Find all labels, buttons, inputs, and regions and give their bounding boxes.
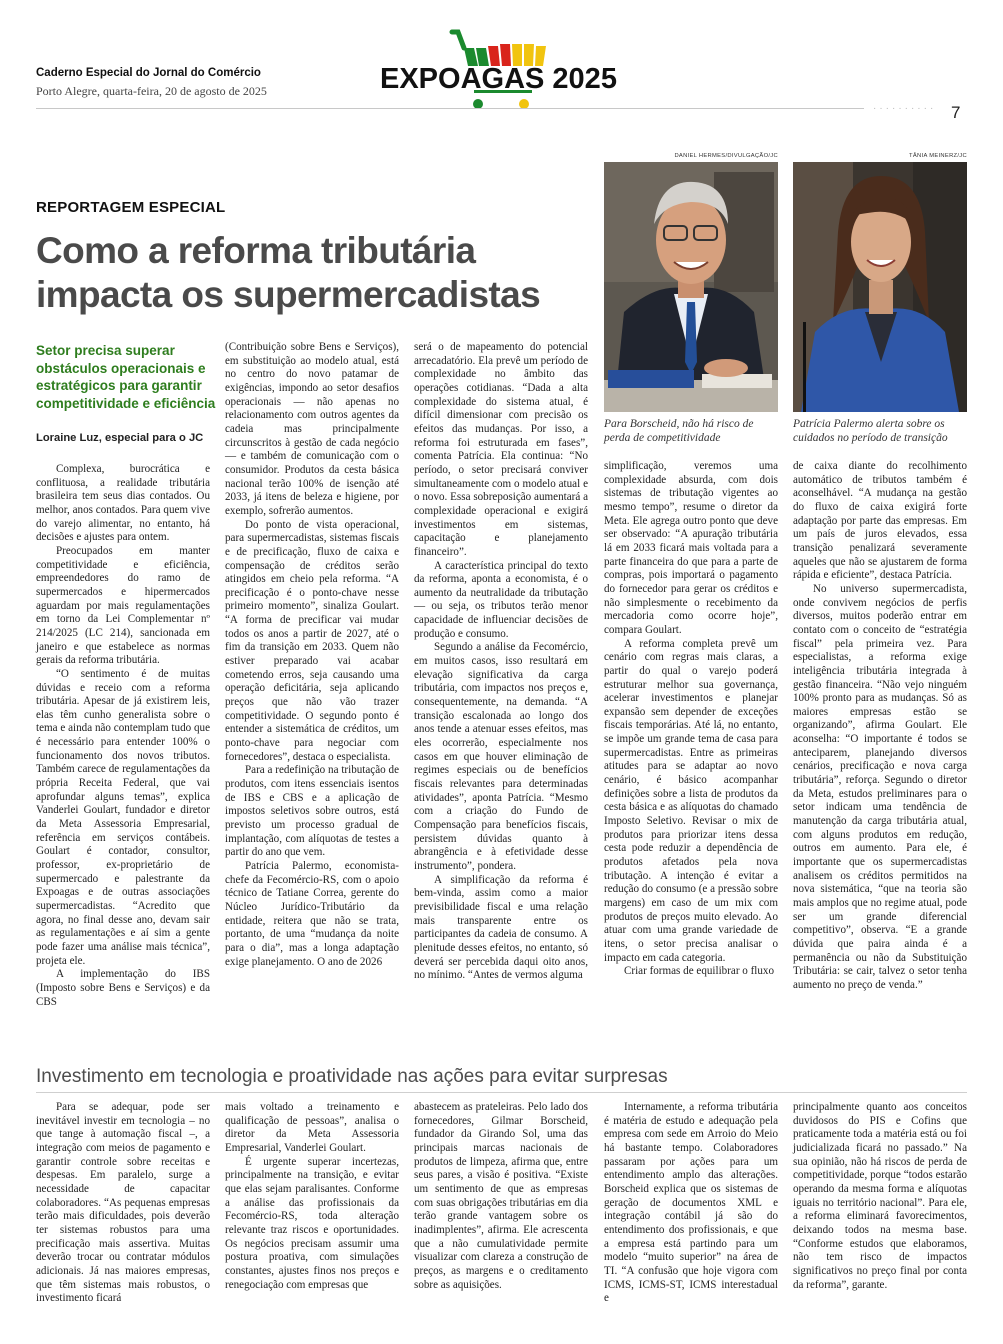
paragraph: será o de mapeamento do potencial arrecadatório. Ela prevê um período de complexidade no âmbito das operações cotidianas. “Dada a alta complexidade do sistema atual, é difícil dimensionar com precisão os efeitos das mudanças. Por isso, a reforma foi estruturada em fases”, comenta Patrícia. Ela continua: “No período, o setor precisará conviver simultaneamente com o modelo atual e o novo. Essa sobreposição aumentará a complexidade operacional e exigirá investimentos em sistemas, capacitação e planejamento financeiro”. bbox=[414, 341, 588, 558]
section-kicker: REPORTAGEM ESPECIAL bbox=[36, 199, 226, 216]
article-column-5 bbox=[793, 460, 967, 993]
paragraph: (Contribuição sobre Bens e Serviços), em substituição ao modelo atual, está no centro do novo patamar de exigências, impondo ao setor desafios operacionais — não apenas no relacionamento com outros agentes da cadeia mas principalmente circunscritos à gestão de cada negócio — e também de comunicação com o consumidor. Produtos da cesta básica nacional terão 100% de isenção até 2033, já itens de beleza e higiene, por exemplo, sofrerão aumentos. bbox=[225, 341, 399, 517]
paragraph: É urgente superar incertezas, principalmente na transição, e evitar que elas sejam paralisantes. Conforme a análise das profissionais da Fecomércio-RS, toda alteração relevante traz riscos e oportunidades. Os negócios precisam assumir uma postura proativa, com simulações constantes, ajustes finos nos preços e renegociação com empresas que bbox=[225, 1155, 399, 1291]
bottom-column-5 bbox=[793, 1101, 967, 1292]
bottom-column-3 bbox=[414, 1101, 588, 1292]
paragraph: A característica principal do texto da reforma, aponta a economista, é o aumento da neutralidade da tributação — ou seja, os tributos terão menor capacidade de influenciar decisões de produção e consumo. bbox=[414, 559, 588, 640]
subheading-rule bbox=[36, 1092, 967, 1093]
page-number: 7 bbox=[951, 103, 961, 122]
paragraph: abastecem as prateleiras. Pelo lado dos fornecedores, Gilmar Borscheid, fundador da Girando Sol, uma das principais marcas nacionais de produtos de limpeza, afirma que, entre seus pares, a visão é positiva. “Existe um sentimento de que as empresas com suas obrigações tributárias em dia terão grande vantagem sobre os inadimplentes”, afirma. Ele acrescenta que a não cumulatividade permite visualizar com clareza a construção de preços, as margens e o creditamento sobre as aquisições. bbox=[414, 1101, 588, 1291]
paragraph: Preocupados em manter competitividade e eficiência, empreendedores do ramo de supermercados e hipermercados aguardam por mais regulamentações em torno da Lei Complementar nº 214/2025 (LC 214), sancionada em janeiro e que estabelece as normas gerais da reforma tributária. bbox=[36, 544, 210, 667]
article-column-3 bbox=[414, 341, 588, 983]
paragraph: principalmente quanto aos conceitos duvidosos do PIS e Cofins que praticamente toda a matéria está ou foi judicializada ficará no passado.” Na sua opinião, não há riscos de perda de competitividade, porque “todos estarão operando da mesma forma e alíquotas iguais no território nacional”. Para ele, a reforma eliminará favorecimentos, deixando todos na mesma base. “Conforme estudos que elaboramos, não tem risco de impactos significativos no preço final por conta da reforma”, garante. bbox=[793, 1101, 967, 1291]
bottom-column-2 bbox=[225, 1101, 399, 1292]
article-standfirst: Setor precisa superar obstáculos operacionais e estratégicos para garantir competitividade e eficiência bbox=[36, 343, 216, 411]
article-column-2 bbox=[225, 341, 399, 969]
shopping-cart-icon bbox=[378, 28, 624, 114]
photo-credit: TÂNIA MEINERZ/JC bbox=[909, 153, 967, 159]
edition-date: Porto Alegre, quarta-feira, 20 de agosto de 2025 bbox=[36, 84, 267, 98]
paragraph: Patrícia Palermo, economista-chefe da Fecomércio-RS, com o apoio técnico de Tatiane Correa, gerente do Núcleo Jurídico-Tributário da entidade, reitera que não se trata, portanto, de uma “mudança da noite para o dia”, mas a longa adaptação exige planejamento. O ano de 2026 bbox=[225, 859, 399, 968]
bottom-column-1 bbox=[36, 1101, 210, 1306]
bottom-column-4 bbox=[604, 1101, 778, 1306]
paragraph: Segundo a análise da Fecomércio, em muitos casos, isso resultará em elevação significativa da carga tributária, com impactos nos preços e, consequentemente, na demanda. “A transição escalonada ao longo dos anos tende a atenuar esses efeitos, mas eles ocorrerão, especialmente nos casos em que houver eliminação de regimes especiais ou de benefícios fiscais relevantes para determinadas atividades”, aponta Patrícia. “Mesmo com a criação do Fundo de Compensação para benefícios fiscais, persistem dúvidas quanto à abrangência e à efetividade desse instrumento”, pondera. bbox=[414, 641, 588, 872]
header-dots: ·········· bbox=[873, 103, 937, 114]
paragraph: No universo supermercadista, onde convivem negócios de perfis diversos, muitos poderão entrar em contato com o conceito de “estratégia fiscal” pela primeira vez. Para especialistas, a reforma exige inteligência tributária integrada à gestão financeira. “Não vejo ninguém 100% pronto para as mudanças. Só as maiores empresas estão se organizando”, afirma Goulart. Ele aconselha: “O importante é todos se anteciparem, planejando diversos cenários, precificação e nova carga tributária”, reforça. Segundo o diretor da Meta, estudos preliminares para o setor indicam uma tendência de manutenção da carga tributária atual, com alguns produtos em redução, outros em aumento. Para ele, é importante que os supermercadistas analisem os créditos permitidos na nova sistemática, “que na teoria são mais amplos que no regime atual, pode ser um grande diferencial competitivo”, observa. “E a grande dúvida que paira ainda é a permanência ou não da Substituição Tributária: se cair, talvez o setor tenha aumento no preço de venda.” bbox=[793, 582, 967, 991]
paragraph: mais voltado a treinamento e qualificação de pessoas”, analisa o diretor da Meta Assessoria Empresarial, Vanderlei Goulart. bbox=[225, 1101, 399, 1154]
header-rule bbox=[36, 108, 864, 109]
article-headline: Como a reforma tributária impacta os supermercadistas bbox=[36, 230, 541, 315]
paragraph: Para se adequar, pode ser inevitável investir em tecnologia – no que tange à automação fiscal –, a integração com meios de pagamento e garantir controle sobre receitas e despesas. Em paralelo, surge a necessidade de capacitar colaboradores. “As pequenas empresas terão mais dificuldades, pois deverão ter sistemas robustos para uma precificação mais assertiva. Muitas deverão trocar ou contratar módulos adicionais. Já nas maiores empresas, que têm sistemas mais robustos, o investimento ficará bbox=[36, 1101, 210, 1305]
photo-caption: Para Borscheid, não há risco de perda de competitividade bbox=[604, 418, 754, 444]
article-byline: Loraine Luz, especial para o JC bbox=[36, 432, 204, 444]
photo-credit: DANIEL HERMES/DIVULGAÇÃO/JC bbox=[674, 153, 778, 159]
paragraph: A simplificação da reforma é bem-vinda, assim como a maior previsibilidade fiscal e uma relação mais transparente entre os participantes da cadeia de consumo. A plenitude desses efeitos, no entanto, só deverá ser percebida daqui oito anos, no mínimo. “Antes de vermos alguma bbox=[414, 873, 588, 982]
section-subheading: Investimento em tecnologia e proatividade nas ações para evitar surpresas bbox=[36, 1066, 668, 1087]
paragraph: Do ponto de vista operacional, para supermercadistas, sistemas fiscais e de precificação, fluxo de caixa e compensação de créditos serão atingidos em cheio pela reforma. “A precificação é o ponto-chave nesse primeiro momento”, sinaliza Goulart. “A forma de precificar vai mudar todos os anos a partir de 2027, até o fim da transição em 2033. Quem não estiver preparado vai acabar cometendo erros, seja causando uma operação deficitária, seja aplicando preços que não vão trazer competitividade. O segundo ponto é entender a sistemática de créditos, um ponto-chave para negociar com fornecedores”, destaca o especialista. bbox=[225, 518, 399, 763]
expoagas-logo bbox=[378, 28, 624, 114]
paragraph: de caixa diante do recolhimento automático de tributos também é aconselhável. “A mudança na gestão do fluxo de caixa exigirá forte adaptação por parte das empresas. Em um país de juros elevados, essa transição penalizará severamente aqueles que não se ajustarem de forma rápida e eficiente”, destaca Patrícia. bbox=[793, 460, 967, 582]
paragraph: Criar formas de equilibrar o fluxo bbox=[624, 965, 775, 978]
paragraph: A implementação do IBS (Imposto sobre Bens e Serviços) e da CBS bbox=[36, 968, 210, 1008]
paragraph: Internamente, a reforma tributária é matéria de estudo e adequação pela empresa com sede em Arroio do Meio há bastante tempo. Colaboradores passaram por ações para um entendimento amplo das alterações. Borscheid explica que os sistemas de geração de documentos XML e integração contábil já são do entendimento dos profissionais, e que a empresa está partindo para um modelo “muito superior” na área de TI. “A confusão que hoje vigora com ICMS, ICMS-ST, ICMS interestadual e bbox=[604, 1101, 778, 1305]
article-column-4 bbox=[604, 460, 778, 979]
paragraph: Complexa, burocrática e conflituosa, a realidade tributária brasileira tem seus dias contados. Ou melhor, anos contados. Para quem vive do varejo alimentar, no entanto, há decisões e ajustes para ontem. bbox=[36, 463, 210, 544]
photo-caption: Patrícia Palermo alerta sobre os cuidados no período de transição bbox=[793, 418, 948, 444]
paragraph: simplificação, veremos uma complexidade absurda, com dois sistemas de tributação vigentes ao mesmo tempo”, resume o diretor da Meta. Ele agrega outro ponto que deve ser observado: “A apuração tributária lá em 2033 ficará mais voltada para a parte financeira do que para a parte de compras, pois importará o pagamento do fornecedor para gerar os créditos e não simplesmente o recebimento da mercadoria como ocorre hoje”, compara Goulart. bbox=[604, 460, 778, 636]
paragraph: “O sentimento é de muitas dúvidas e receio com a reforma tributária. Apesar de já existirem leis, elas têm cunho generalista sobre o tema e ainda não contemplam tudo que é necessário para entender 100% o funcionamento dos novos tributos. Também carece de regulamentações da própria Receita Federal, que vai aprofundar alguns temas”, explica Vanderlei Goulart, fundador e diretor da Meta Assessoria Empresarial, referência em serviços contábeis. Goulart é contador, consultor, professor, ex-proprietário de supermercado e palestrante da Expoagas e de outras associações supermercadistas. “Acredito que agora, no final desse ano, devam sair as regulamentações e aí sim a gente pode fazer uma análise mais técnica”, projeta ele. bbox=[36, 667, 210, 967]
photo-palermo bbox=[793, 162, 967, 412]
photo-borscheid bbox=[604, 162, 778, 412]
paragraph: A reforma completa prevê um cenário com regras mais claras, a partir do qual o varejo poderá estruturar melhor sua governança, acelerar investimentos e planejar expansão sem depender de exceções fiscais temporárias. Até lá, no entanto, se impõe um grande tema de casa para supermercadistas. Entre as primeiras atitudes para se adaptar ao novo cenário, é básico acompanhar definições sobre a lista de produtos da cesta básica e as alíquotas do chamado Imposto Seletivo. Revisar o mix de produtos para priorizar itens dessa cesta pode reduzir a dependência de produtos afetados pela nova tributação. A intenção é evitar a redução do consumo (e a pressão sobre margens) em caso de um mix com produtos de preços muito elevado. Ao atuar com uma grande variedade de itens, o setor precisa analisar o impacto em cada categoria. bbox=[604, 637, 778, 964]
article-column-1 bbox=[36, 463, 210, 1009]
paragraph: Para a redefinição na tributação de produtos, com itens essenciais isentos de IBS e CBS e a aplicação de impostos seletivos sobre outros, está previsto um processo gradual de implantação, com alíquotas de testes a partir do ano que vem. bbox=[225, 764, 399, 859]
publication-name: Caderno Especial do Jornal do Comércio bbox=[36, 67, 261, 79]
logo-wordmark: EXPOAGAS 2025 bbox=[380, 63, 617, 95]
